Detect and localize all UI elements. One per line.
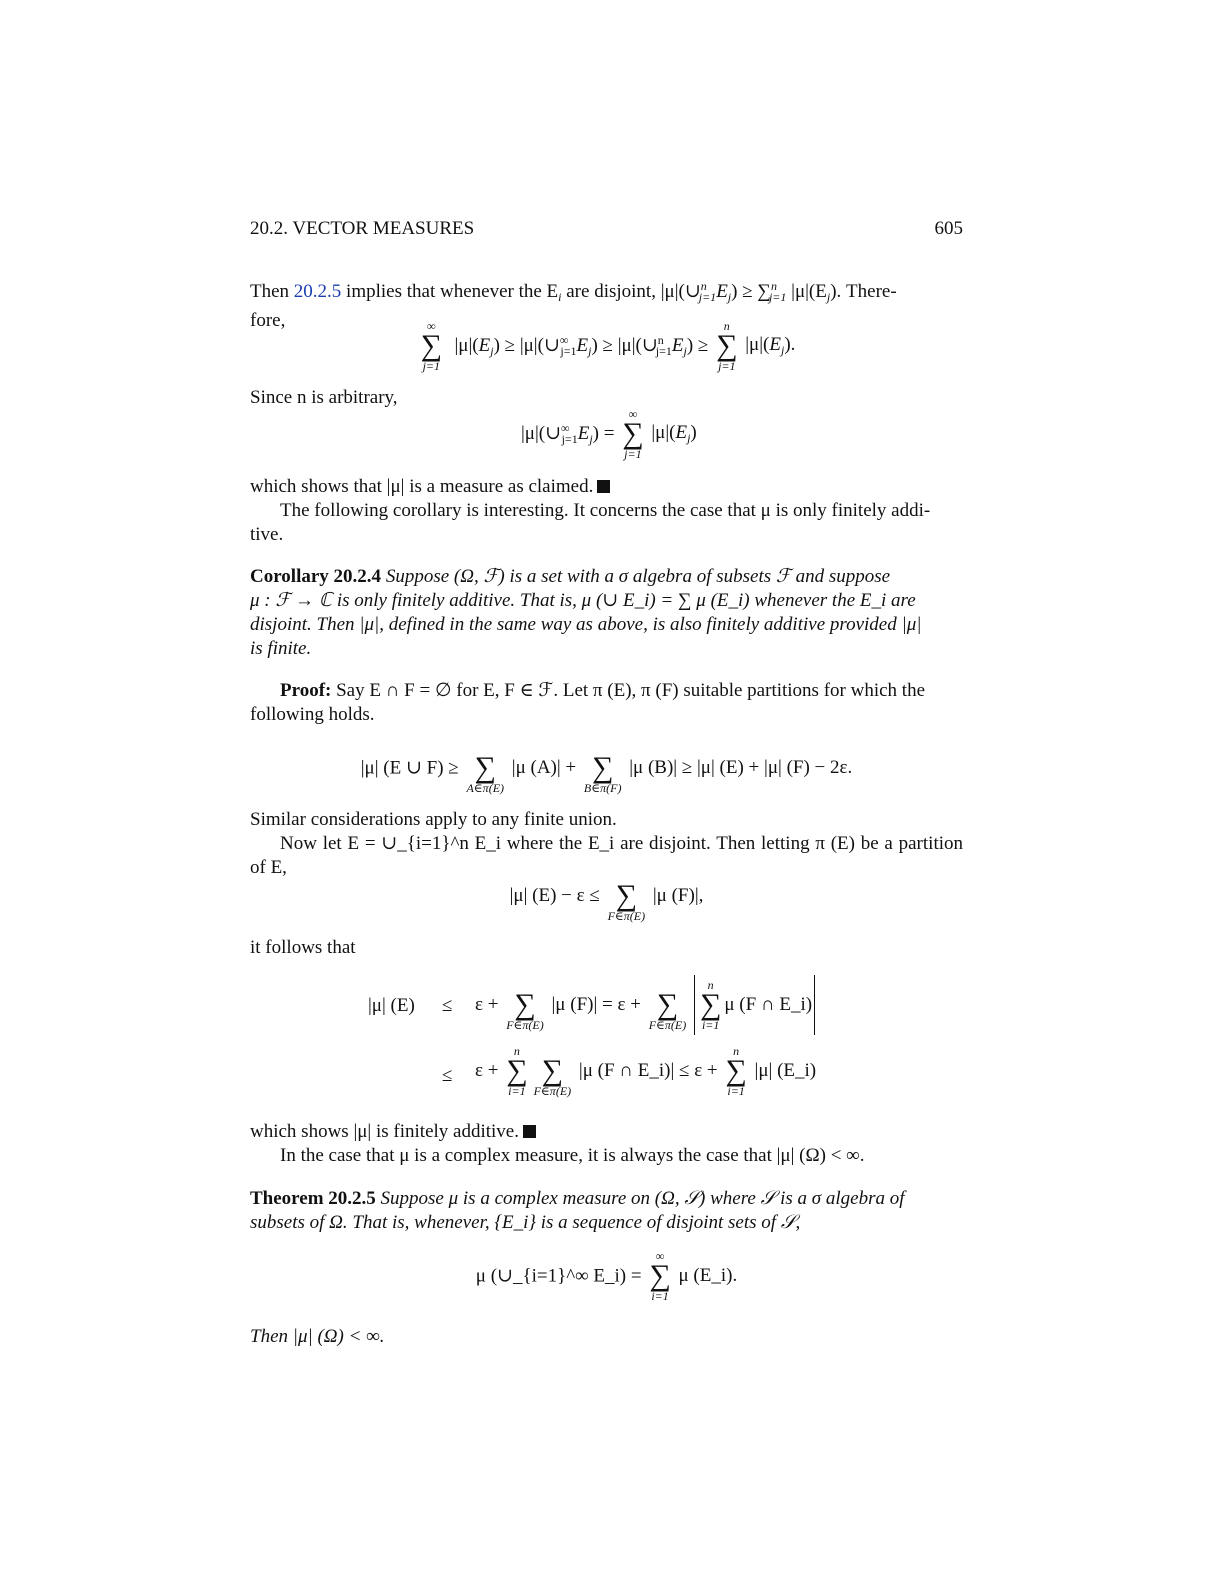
- equation-partition-bound: |μ| (E ∪ F) ≥ ∑ A∈π(E) |μ (A)| + ∑ B∈π(F) |μ (B)| ≥ |μ| (E) + |μ| (F) − 2ε.: [360, 751, 853, 795]
- corollary-20-2-4: Corollary 20.2.4 Suppose (Ω, ℱ) is a set with a σ algebra of subsets ℱ and suppose μ : ℱ → ℂ is only finitely additive. That is, μ (∪ E_i) = ∑ μ (E_i) whenever the E_i are disjoint. Then |μ|, defined in the same way as above, is also finitely additive provided |μ| is finite.: [250, 566, 922, 659]
- paragraph-since: Since n is arbitrary,: [250, 387, 398, 408]
- proof-label: Proof:: [280, 680, 332, 701]
- paragraph-which-shows-measure: which shows that |μ| is a measure as claimed. The following corollary is interesting. It concerns the case that μ is only finitely addi- tive.: [250, 476, 931, 545]
- paragraph-it-follows: it follows that: [250, 937, 356, 958]
- section-title: 20.2. VECTOR MEASURES: [250, 218, 475, 239]
- paragraph-in-the-case: In the case that μ is a complex measure, it is always the case that |μ| (Ω) < ∞.: [280, 1145, 865, 1166]
- corollary-label: Corollary 20.2.4: [250, 566, 382, 587]
- paragraph-similar: Similar considerations apply to any finite union.: [250, 809, 617, 830]
- theorem-label: Theorem 20.2.5: [250, 1188, 376, 1209]
- qed-square-icon: [597, 480, 610, 493]
- theorem-conclusion: Then |μ| (Ω) < ∞.: [250, 1326, 385, 1347]
- running-header: [250, 218, 963, 240]
- equation-reference-link[interactable]: 20.2.5: [293, 281, 342, 302]
- equation-countable-sum: μ (∪_{i=1}^∞ E_i) = ∞ ∑ i=1 μ (E_i).: [475, 1249, 738, 1303]
- summation-symbol: ∞ ∑ j=1: [420, 319, 442, 373]
- proof-line2: following holds.: [250, 704, 375, 725]
- equation-epsilon-bound: |μ| (E) − ε ≤ ∑ F∈π(E) |μ (F)|,: [509, 879, 704, 923]
- equation-sum-inequality: ∞ ∑ j=1 $|\mu|(E_j)$ ≥ $|\mu|(\cup^\infty_{j=1}E_j)$ ≥ $|\mu|(\cup^n_{j=1}E_j)$ ≥ n ∑ j=1 $|\mu|(E_j)$.: [420, 319, 796, 373]
- qed-square-icon: [523, 1125, 536, 1138]
- paragraph-which-shows-finitely: which shows |μ| is finitely additive.: [250, 1120, 963, 1144]
- paragraph-then: Then 20.2.5 implies that whenever the $E_i$ are disjoint, $|\mu|(\cup^n_{j=1}E_j) \ge \sum^n_{j=1}$ $|\mu|(E_j)$. There- fore,: [250, 279, 897, 331]
- paragraph-now-let: Now let E = ∪_{i=1}^n E_i where the E_i are disjoint. Then letting π (E) be a partition of E,: [250, 833, 963, 878]
- theorem-20-2-5: Theorem 20.2.5 Suppose μ is a complex measure on (Ω, 𝒮) where 𝒮 is a σ algebra of subsets of Ω. That is, whenever, {E_i} is a sequence of disjoint sets of 𝒮,: [250, 1188, 905, 1233]
- page-number: 605: [934, 218, 963, 239]
- equation-countable-additivity: $|\mu|(\cup^\infty_{j=1}E_j)$ = ∞ ∑ j=1 $|\mu|(E_j)$: [520, 407, 697, 461]
- proof-paragraph: Proof: Say E ∩ F = ∅ for E, F ∈ ℱ. Let π (E), π (F) suitable partitions for which the: [280, 680, 925, 701]
